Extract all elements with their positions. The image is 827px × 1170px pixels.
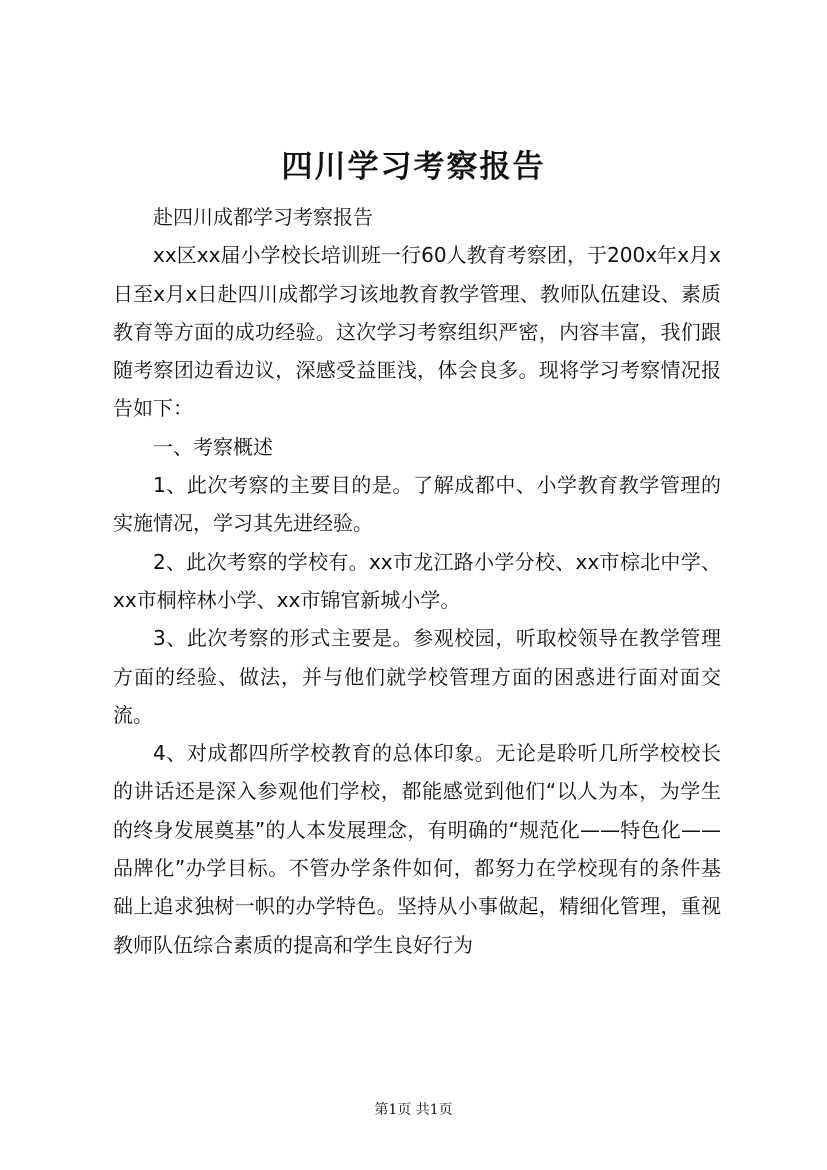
paragraph-item-2: 2、此次考察的学校有。xx市龙江路小学分校、xx市棕北中学、xx市桐梓林小学、xx市锦官新城小学。 (113, 549, 721, 612)
paragraph-intro: xx区xx届小学校长培训班一行60人教育考察团，于200x年x月x日至x月x日赴四川成都学习该地教育教学管理、教师队伍建设、素质教育等方面的成功经验。这次学习考察组织严密，内容丰富，我们跟随考察团边看边议，深感受益匪浅，体会良多。现将学习考察情况报告如下： (113, 243, 721, 421)
paragraph-item-4: 4、对成都四所学校教育的总体印象。无论是聆听几所学校校长的讲话还是深入参观他们学校，都能感觉到他们“以人为本，为学生的终身发展奠基”的人本发展理念，有明确的“规范化——特色化——品牌化”办学目标。不管办学条件如何，都努力在学校现有的条件基础上追求独树一帜的办学特色。坚持从小事做起，精细化管理，重视教师队伍综合素质的提高和学生良好行为 (113, 741, 721, 957)
document-body (113, 198, 721, 964)
paragraph-item-1: 1、此次考察的主要目的是。了解成都中、小学教育教学管理的实施情况，学习其先进经验。 (113, 473, 721, 536)
document-title: 四川学习考察报告 (281, 149, 546, 185)
paragraph-subtitle: 赴四川成都学习考察报告 (153, 205, 373, 229)
paragraph-item-3: 3、此次考察的形式主要是。参观校园，听取校领导在教学管理方面的经验、做法，并与他们就学校管理方面的困惑进行面对面交流。 (113, 626, 721, 727)
section-heading-overview: 一、考察概述 (153, 434, 273, 459)
page-footer: 第1页 共1页 (374, 1102, 453, 1118)
